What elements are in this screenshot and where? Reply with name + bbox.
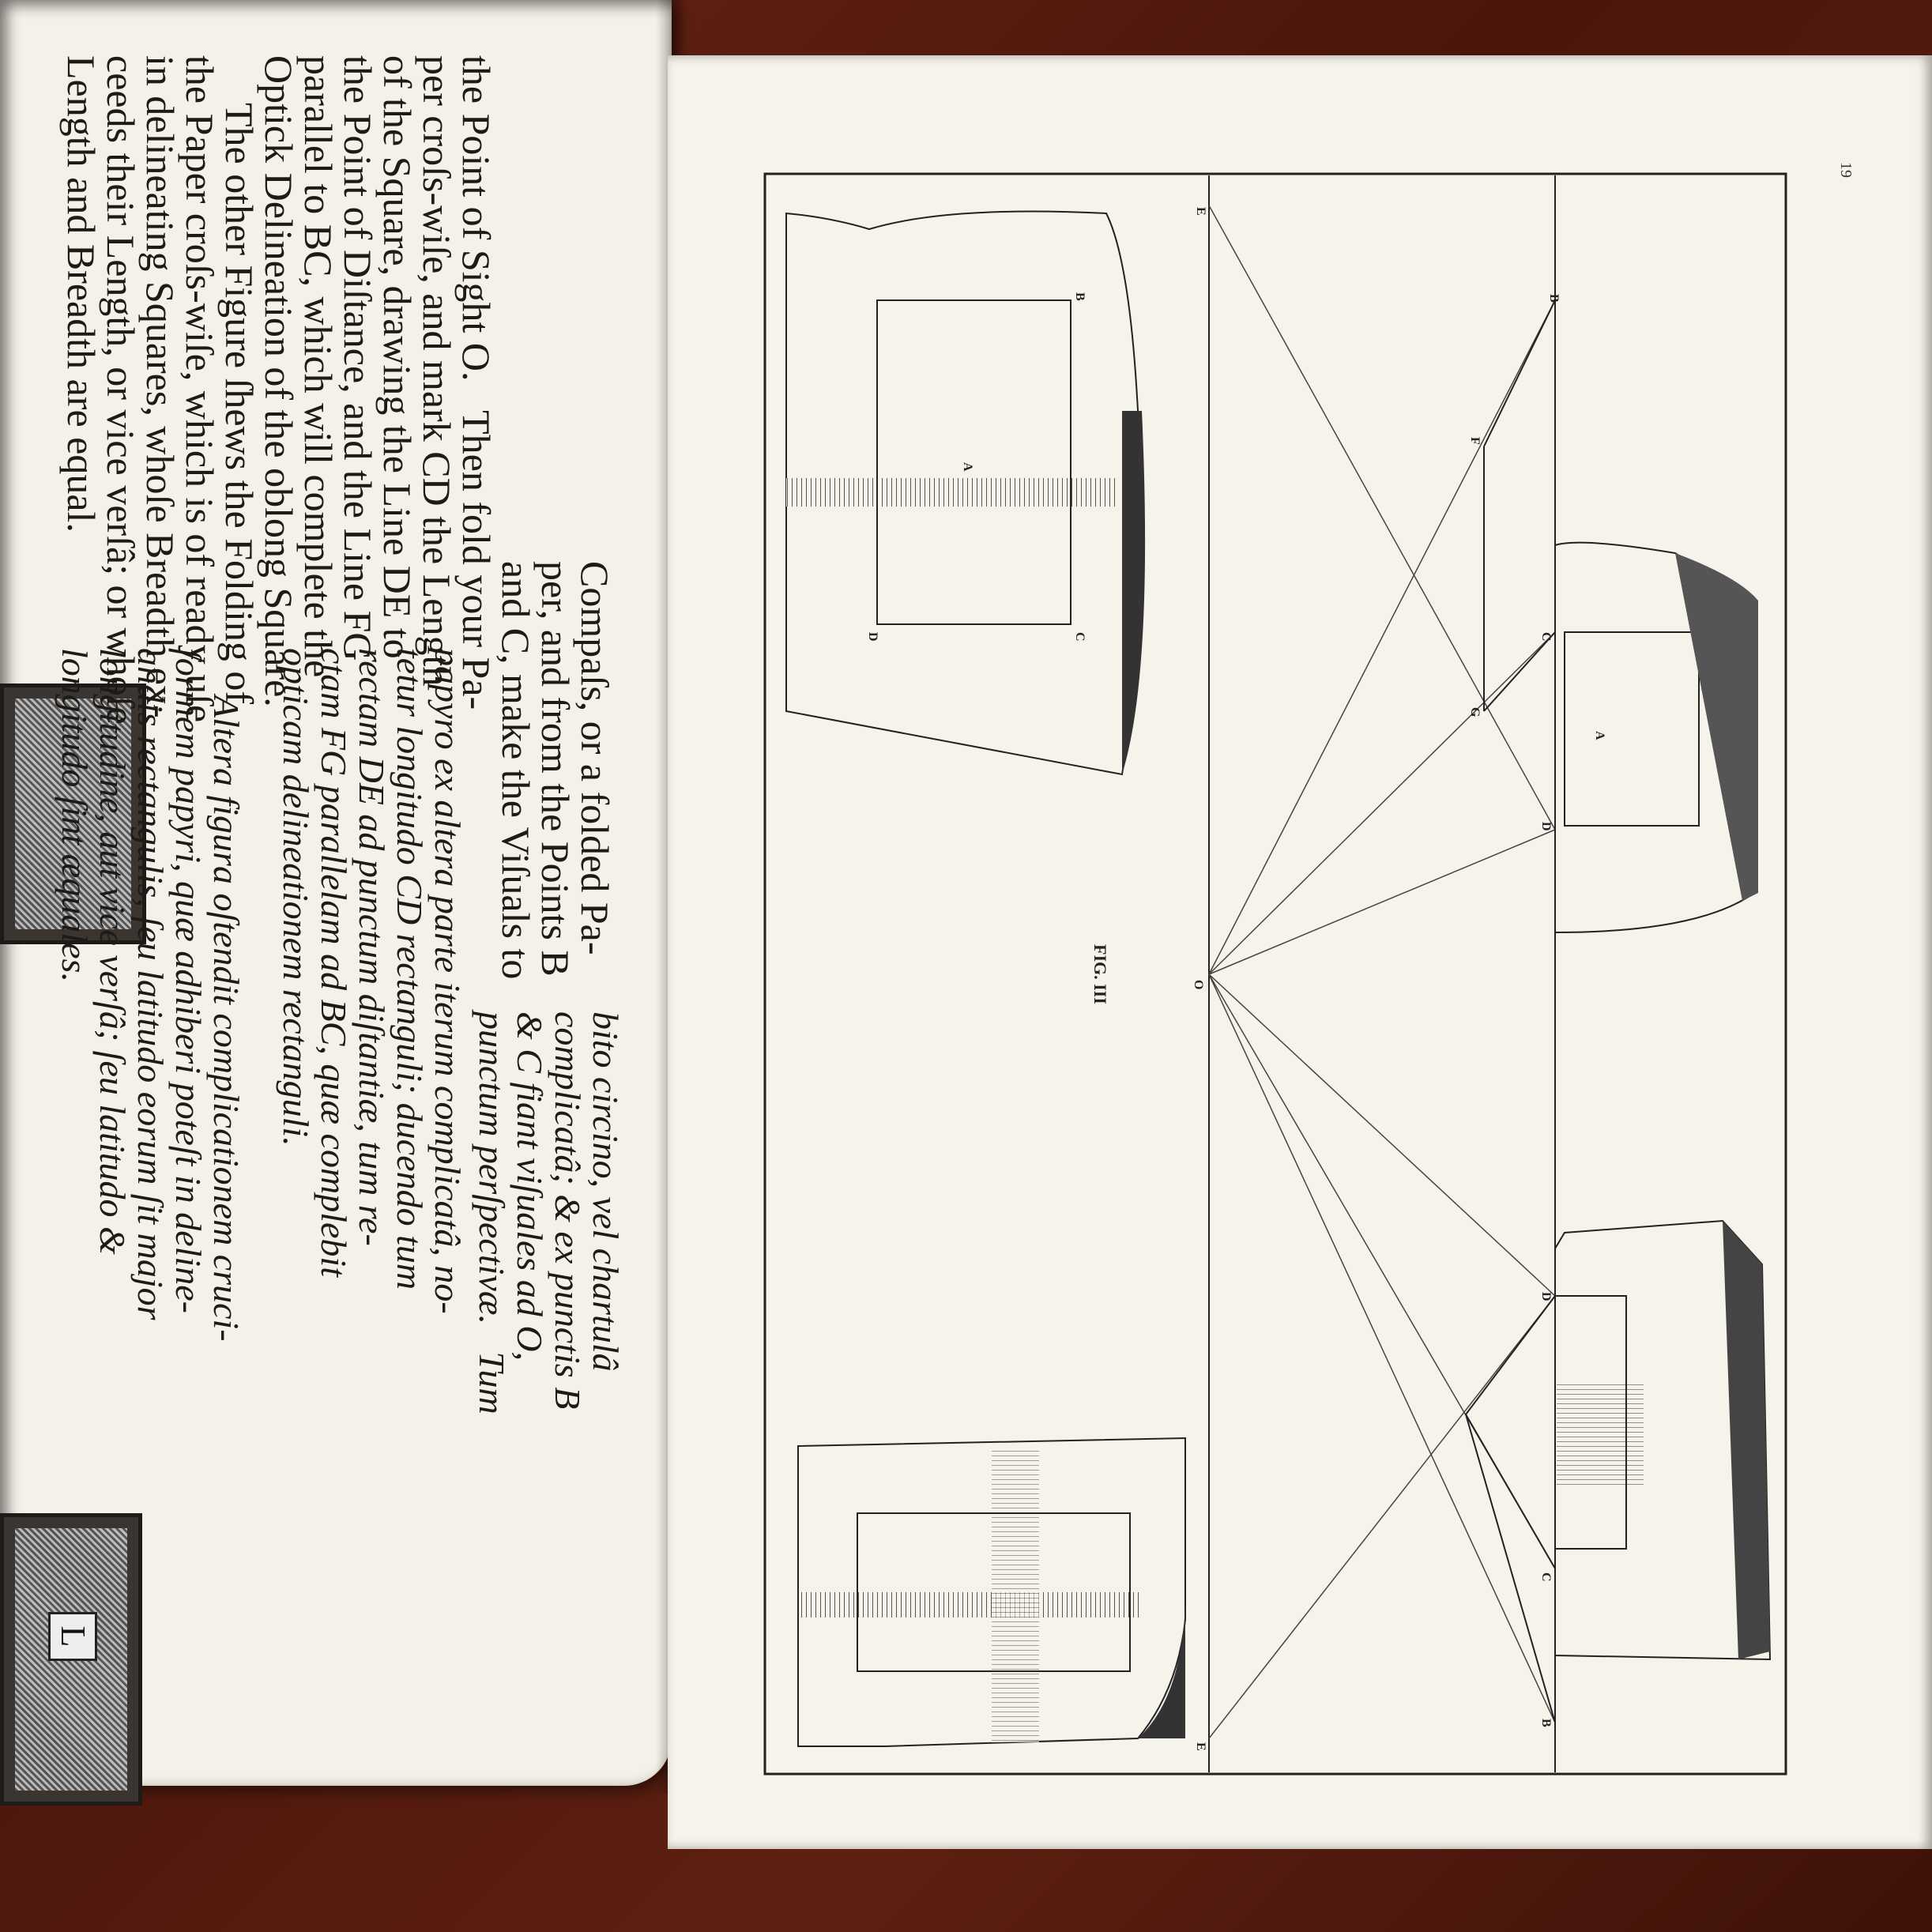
label-o: O — [1192, 980, 1205, 990]
label-b3: B — [1547, 294, 1561, 303]
label-d2: D — [1539, 1292, 1553, 1301]
figure-title: FIG. III — [1090, 944, 1110, 1004]
latin-line: complicatâ; & ex punctis B — [548, 1011, 588, 1410]
label-a-upper: A — [961, 462, 974, 472]
latin-line: rectam DE ad punctum diſtantiæ, tum re- — [352, 648, 392, 1246]
folded-paper-lengthwise — [786, 212, 1145, 775]
folded-paper-crosswise — [798, 1438, 1185, 1746]
english-line: Compaſs, or a folded Pa- — [573, 561, 617, 955]
latin-line: punctum perſpectivæ. Tum — [472, 1011, 512, 1414]
latin-line: longitudo ſint æquales. — [55, 648, 95, 982]
english-line: parallel to BC, which will complete the — [296, 55, 341, 678]
label-b2: B — [1539, 1719, 1553, 1727]
label-d1: D — [866, 632, 879, 642]
english-line: Length and Breadth are equal. — [59, 55, 104, 533]
english-line: in delineating Squares, whoſe Breadth ex- — [138, 55, 183, 718]
latin-line: & C fiant viſuales ad O, — [510, 1011, 550, 1361]
english-line: ceeds their Length, or vice verſâ; or whoſe — [99, 55, 143, 725]
label-b1: B — [1073, 292, 1087, 301]
latin-line: formem papyri, quæ adhiberi poteſt in deline- — [168, 648, 209, 1313]
latin-line: opticam delineationem rectanguli. — [276, 648, 316, 1147]
english-line: the Paper croſs-wiſe, which is of ready uſe — [178, 55, 222, 723]
label-g: G — [1468, 707, 1482, 717]
label-c2: C — [1539, 1572, 1553, 1582]
latin-line: ctam FG parallelam ad BC, quæ complebit — [314, 648, 354, 1277]
label-c3: C — [1539, 632, 1553, 642]
page-number: 19 — [1837, 162, 1855, 178]
latin-line: tetur longitudo CD rectanguli; ducendo tum — [390, 648, 430, 1290]
english-line: and C, make the Viſuals to — [494, 561, 538, 980]
latin-line: papyro ex altera parte iterum complicatâ, no- — [427, 648, 468, 1314]
label-d3: D — [1539, 822, 1553, 831]
label-f: F — [1468, 437, 1482, 445]
english-line: The other Figure ſhews the Folding of — [217, 103, 262, 704]
latin-line: longitudine, aut vice verſâ; ſeu latitudo & — [92, 648, 133, 1255]
latin-line: Altera figura oſtendit complicationem cruci- — [206, 695, 247, 1342]
lower-folded-paper-right — [1555, 543, 1758, 932]
label-e-bottom: E — [1194, 1742, 1207, 1751]
latin-line: bito circino, vel chartulâ — [586, 1011, 626, 1372]
english-line: of the Square, drawing the Line DE to — [375, 55, 420, 659]
label-c1: C — [1073, 632, 1087, 642]
lower-folded-paper-left — [1555, 1221, 1770, 1659]
drop-cap-latin: L — [48, 1612, 97, 1661]
latin-line: andis rectangulis, ſeu latitudo eorum ſit major — [130, 648, 171, 1320]
label-e-top: E — [1194, 207, 1207, 216]
english-line: the Point of Sight O. Then fold your Pa- — [454, 55, 499, 710]
english-line: per croſs-wiſe, and mark CD the Length — [415, 55, 459, 687]
english-line: Optick Delineation of the oblong Square. — [257, 55, 301, 707]
english-line: per, and from the Points B — [533, 561, 578, 977]
english-line: the Point of Diſtance, and the Line FG — [336, 55, 380, 661]
label-a-lower: A — [1593, 731, 1606, 740]
